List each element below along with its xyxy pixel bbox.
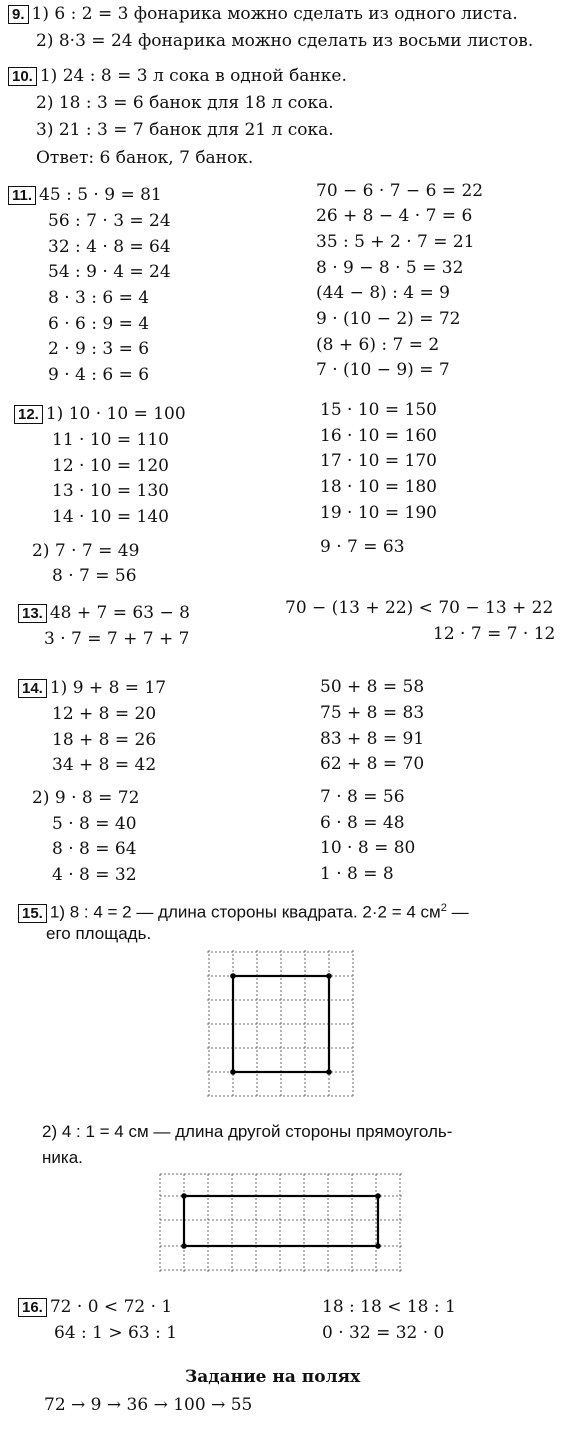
task14-right-1: 75 + 8 = 83 <box>320 703 425 723</box>
margin-task-title: Задание на полях <box>185 1367 361 1387</box>
square-grid-figure <box>205 948 357 1100</box>
task11-right-5: 9 · (10 − 2) = 72 <box>316 309 461 329</box>
task11-left-2: 32 : 4 · 8 = 64 <box>48 237 171 257</box>
task10-line1: 10. 1) 24 : 8 = 3 л сока в одной банке. <box>8 66 347 86</box>
task14-left2-3: 4 · 8 = 32 <box>52 865 137 885</box>
task10-line3: 3) 21 : 3 = 7 банок для 21 л сока. <box>36 120 334 140</box>
task14-right-2: 83 + 8 = 91 <box>320 729 425 749</box>
task14-left2-2: 8 · 8 = 64 <box>52 839 137 859</box>
task14-right2-0: 7 · 8 = 56 <box>320 787 405 807</box>
task16-line2: 64 : 1 > 63 : 1 <box>54 1323 178 1343</box>
task14-left-3: 34 + 8 = 42 <box>52 755 157 775</box>
rectangle-grid-figure <box>158 1172 406 1274</box>
task16-right2: 0 · 32 = 32 · 0 <box>322 1323 445 1343</box>
task15-line1: 15. 1) 8 : 4 = 2 — длина стороны квадрата. 2·2 = 4 $см^2$ — <box>18 898 469 923</box>
task12-number: 12. <box>14 405 43 424</box>
task13-right1: 70 − (13 + 22) < 70 − 13 + 22 <box>285 598 554 618</box>
task10-line2: 2) 18 : 3 = 6 банок для 18 л сока. <box>36 93 334 113</box>
task12-right-4: 19 · 10 = 190 <box>320 503 437 523</box>
task11-left-6: 2 · 9 : 3 = 6 <box>48 339 150 359</box>
task14-left2-1: 5 · 8 = 40 <box>52 814 137 834</box>
task14-right-3: 62 + 8 = 70 <box>320 754 425 774</box>
task10-answer: Ответ: 6 банок, 7 банок. <box>36 148 254 168</box>
task11-left-0: 11. 45 : 5 · 9 = 81 <box>8 185 162 205</box>
task11-left-4: 8 · 3 : 6 = 4 <box>48 288 150 308</box>
task13-line2: 3 · 7 = 7 + 7 + 7 <box>44 629 190 649</box>
task11-right-1: 26 + 8 − 4 · 7 = 6 <box>316 206 473 226</box>
task10-number: 10. <box>8 67 37 86</box>
task12-left2-0: 2) 7 · 7 = 49 <box>32 541 140 561</box>
task12-left-0: 12. 1) 10 · 10 = 100 <box>14 404 186 424</box>
task9-line1: 9. 1) 6 : 2 = 3 фонарика можно сделать из одного листа. <box>8 4 518 24</box>
task12-right-1: 16 · 10 = 160 <box>320 426 437 446</box>
task12-right-0: 15 · 10 = 150 <box>320 400 437 420</box>
task16-number: 16. <box>18 1298 47 1317</box>
task11-left-7: 9 · 4 : 6 = 6 <box>48 365 150 385</box>
task14-right2-2: 10 · 8 = 80 <box>320 838 416 858</box>
task15-number: 15. <box>18 904 47 923</box>
task11-left-5: 6 · 6 : 9 = 4 <box>48 314 150 334</box>
task11-left-3: 54 : 9 · 4 = 24 <box>48 262 171 282</box>
task11-left-1: 56 : 7 · 3 = 24 <box>48 211 171 231</box>
task14-left-2: 18 + 8 = 26 <box>52 730 157 750</box>
task12-right-3: 18 · 10 = 180 <box>320 477 437 497</box>
margin-task-chain: 72 → 9 → 36 → 100 → 55 <box>44 1395 253 1415</box>
task11-right-7: 7 · (10 − 9) = 7 <box>316 360 450 380</box>
task14-right2-3: 1 · 8 = 8 <box>320 864 394 884</box>
task14-right-0: 50 + 8 = 58 <box>320 677 425 697</box>
task12-left-1: 11 · 10 = 110 <box>52 430 169 450</box>
task11-number: 11. <box>8 186 36 205</box>
task12-right2-0: 9 · 7 = 63 <box>320 537 405 557</box>
task14-left-0: 14. 1) 9 + 8 = 17 <box>18 678 166 698</box>
task11-right-4: (44 − 8) : 4 = 9 <box>316 283 450 303</box>
task12-left2-1: 8 · 7 = 56 <box>52 566 137 586</box>
task14-left-1: 12 + 8 = 20 <box>52 704 157 724</box>
task14-right2-1: 6 · 8 = 48 <box>320 813 405 833</box>
task12-left-4: 14 · 10 = 140 <box>52 507 169 527</box>
task9-line2: 2) 8·3 = 24 фонарика можно сделать из восьми листов. <box>36 31 534 51</box>
task9-number: 9. <box>8 5 29 24</box>
task15-line4: ника. <box>42 1148 83 1167</box>
task13-right2: 12 · 7 = 7 · 12 <box>433 624 556 644</box>
task14-number: 14. <box>18 679 47 698</box>
task11-right-3: 8 · 9 − 8 · 5 = 32 <box>316 258 464 278</box>
task13-number: 13. <box>18 604 47 623</box>
task16-right1: 18 : 18 < 18 : 1 <box>322 1297 456 1317</box>
task11-right-6: (8 + 6) : 7 = 2 <box>316 335 440 355</box>
task12-right-2: 17 · 10 = 170 <box>320 451 437 471</box>
task11-right-0: 70 − 6 · 7 − 6 = 22 <box>316 181 484 201</box>
task11-right-2: 35 : 5 + 2 · 7 = 21 <box>316 232 475 252</box>
task12-left-2: 12 · 10 = 120 <box>52 456 169 476</box>
task14-left2-0: 2) 9 · 8 = 72 <box>32 788 140 808</box>
task13-line1: 13. 48 + 7 = 63 − 8 <box>18 603 190 623</box>
task15-line2: его площадь. <box>46 924 152 943</box>
task16-line1: 16. 72 · 0 < 72 · 1 <box>18 1297 172 1317</box>
task12-left-3: 13 · 10 = 130 <box>52 481 169 501</box>
task15-line3: 2) 4 : 1 = 4 см — длина другой стороны прямоуголь- <box>42 1122 453 1141</box>
